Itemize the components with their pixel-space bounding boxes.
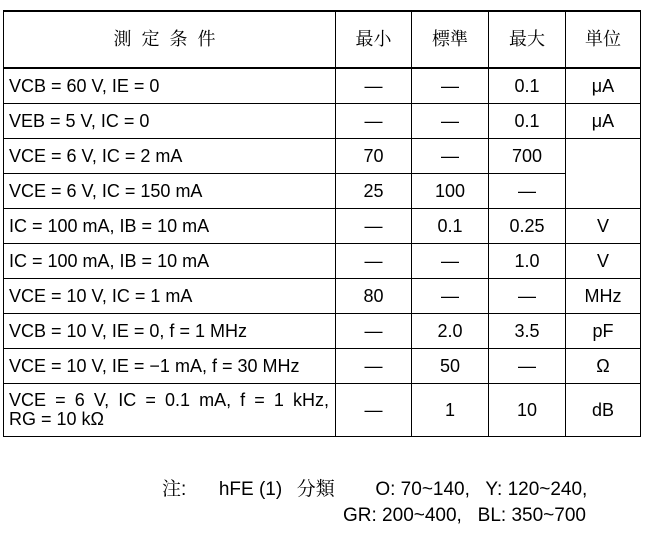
min-cell: 80 [336,279,412,314]
table-row [4,384,641,437]
max-cell: 3.5 [489,314,566,349]
table-row [4,68,641,104]
header-unit: 単位 [566,11,641,68]
note-param: hFE (1) [218,479,283,500]
header-condition: 測定条件 [4,11,336,68]
condition-cell [4,174,336,209]
min-cell: — [336,104,412,139]
condition-cell [4,104,336,139]
unit-cell: V [566,244,641,279]
unit-cell: Ω [566,349,641,384]
table-row [4,314,641,349]
min-cell: 70 [336,139,412,174]
table-row [4,139,641,174]
min-cell: — [336,68,412,104]
table-row [4,349,641,384]
condition-text: VCE = 10 V, IC = 1 mA [9,285,193,306]
note-label: 分類 [296,479,335,500]
max-cell: 700 [489,139,566,174]
note-values-line2: GR: 200~400, BL: 350~700 [343,505,586,526]
note-prefix: 注: [162,479,187,500]
max-cell: 0.1 [489,68,566,104]
header-row [4,11,641,68]
condition-cell [4,209,336,244]
unit-cell: pF [566,314,641,349]
typ-cell: 1 [412,384,489,437]
min-cell: — [336,384,412,437]
condition-text: VCE = 6 V, IC = 2 mA [9,145,183,166]
typ-cell: 0.1 [412,209,489,244]
condition-text: IC = 100 mA, IB = 10 mA [9,215,210,236]
note-line-2 [343,505,586,527]
typ-cell: 50 [412,349,489,384]
max-cell: — [489,279,566,314]
header-min: 最小 [336,11,412,68]
header-typ: 標準 [412,11,489,68]
table-row [4,209,641,244]
min-cell: 25 [336,174,412,209]
table-row [4,174,641,209]
max-cell: — [489,174,566,209]
condition-cell [4,349,336,384]
condition-text: VCB = 10 V, IE = 0, f = 1 MHz [9,320,247,341]
typ-cell: — [412,279,489,314]
max-cell: 1.0 [489,244,566,279]
condition-text-line2: RG = 10 kΩ [9,409,104,429]
condition-text: IC = 100 mA, IB = 10 mA [9,250,210,271]
electrical-characteristics-table [3,10,641,437]
typ-cell: 2.0 [412,314,489,349]
min-cell: — [336,349,412,384]
max-cell: — [489,349,566,384]
unit-cell: dB [566,384,641,437]
condition-cell [4,139,336,174]
condition-text: VEB = 5 V, IC = 0 [9,110,150,131]
note-line-1 [162,474,587,501]
typ-cell: — [412,68,489,104]
table-row [4,279,641,314]
max-cell: 0.1 [489,104,566,139]
condition-text: VCE = 10 V, IE = −1 mA, f = 30 MHz [9,355,300,376]
header-max: 最大 [489,11,566,68]
min-cell: — [336,244,412,279]
note-values-line1: O: 70~140, Y: 120~240, [375,479,588,500]
unit-cell: μA [566,104,641,139]
condition-cell [4,384,336,437]
typ-cell: — [412,104,489,139]
typ-cell: 100 [412,174,489,209]
unit-cell [566,139,641,209]
condition-cell [4,244,336,279]
table-row [4,104,641,139]
condition-text: VCB = 60 V, IE = 0 [9,75,160,96]
unit-cell: V [566,209,641,244]
unit-cell: MHz [566,279,641,314]
unit-cell: μA [566,68,641,104]
max-cell: 10 [489,384,566,437]
condition-cell [4,314,336,349]
condition-text-line1: VCE = 6 V, IC = 0.1 mA, f = 1 kHz, [9,390,329,410]
max-cell: 0.25 [489,209,566,244]
min-cell: — [336,314,412,349]
table-row [4,244,641,279]
typ-cell: — [412,139,489,174]
condition-cell [4,279,336,314]
condition-text: VCE = 6 V, IC = 150 mA [9,180,203,201]
typ-cell: — [412,244,489,279]
condition-cell [4,68,336,104]
min-cell: — [336,209,412,244]
